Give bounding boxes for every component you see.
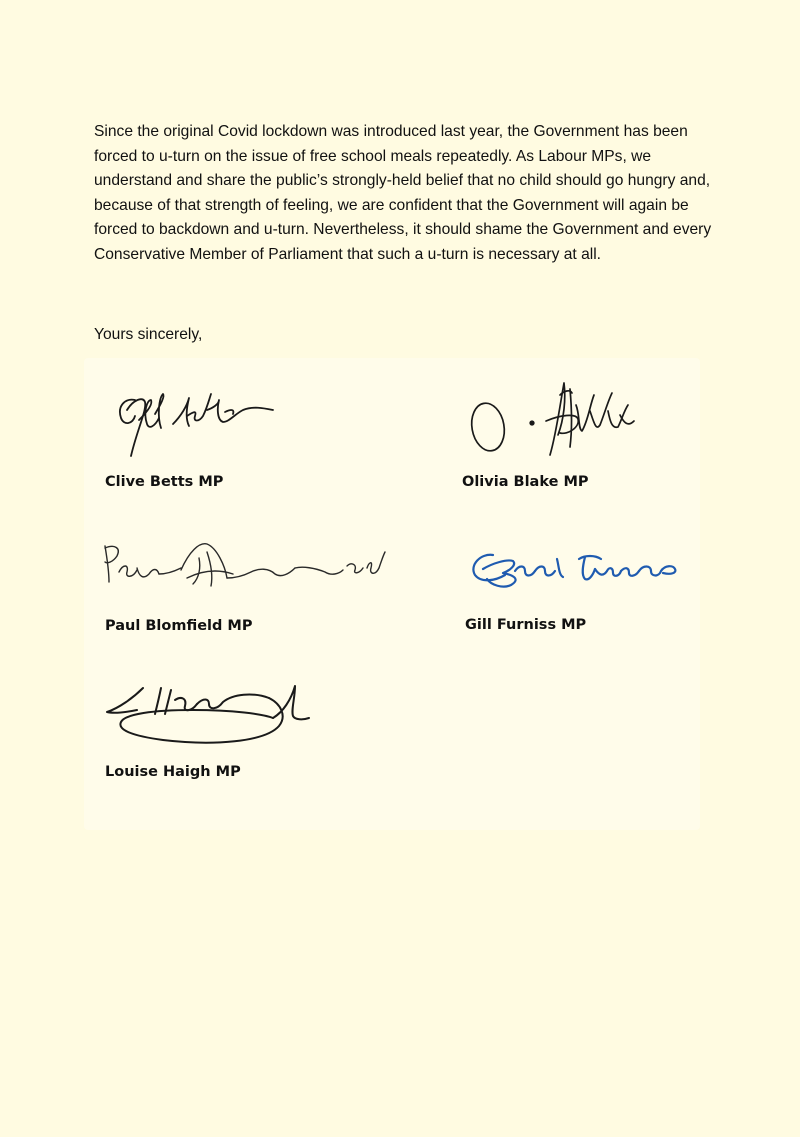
signature-olivia-blake-icon: [460, 375, 640, 470]
signatory-paul-blomfield: [103, 538, 363, 648]
signatory-gill-furniss: [463, 545, 723, 655]
signature-clive-betts-icon: [103, 380, 278, 470]
signatory-name: Gill Furniss MP: [465, 617, 587, 633]
signatory-name: Paul Blomfield MP: [105, 618, 253, 634]
signatory-olivia-blake: [460, 375, 720, 490]
letter-closing: Yours sincerely,: [94, 326, 203, 343]
signatory-name: Olivia Blake MP: [462, 474, 589, 490]
signatory-name: Louise Haigh MP: [105, 764, 241, 780]
signature-gill-furniss-icon: [463, 545, 688, 595]
letter-body: Since the original Covid lockdown was introduced last year, the Government has been forced to u-turn on the issue of free school meals repeatedly. As Labour MPs, we understand and share the public’s strongly-held belief that no child should go hungry and, because of that strength of feeling, we are confident that the Government will again be forced to backdown and u-turn. Nevertheless, it should shame the Government and every Conservative Member of Parliament that such a u-turn is necessary at all.: [94, 123, 712, 263]
signature-louise-haigh-icon: [103, 680, 313, 750]
signatory-name: Clive Betts MP: [105, 474, 224, 490]
signature-paul-blomfield-icon: [103, 538, 388, 598]
signatory-louise-haigh: [103, 680, 363, 790]
signatory-clive-betts: [103, 380, 363, 490]
